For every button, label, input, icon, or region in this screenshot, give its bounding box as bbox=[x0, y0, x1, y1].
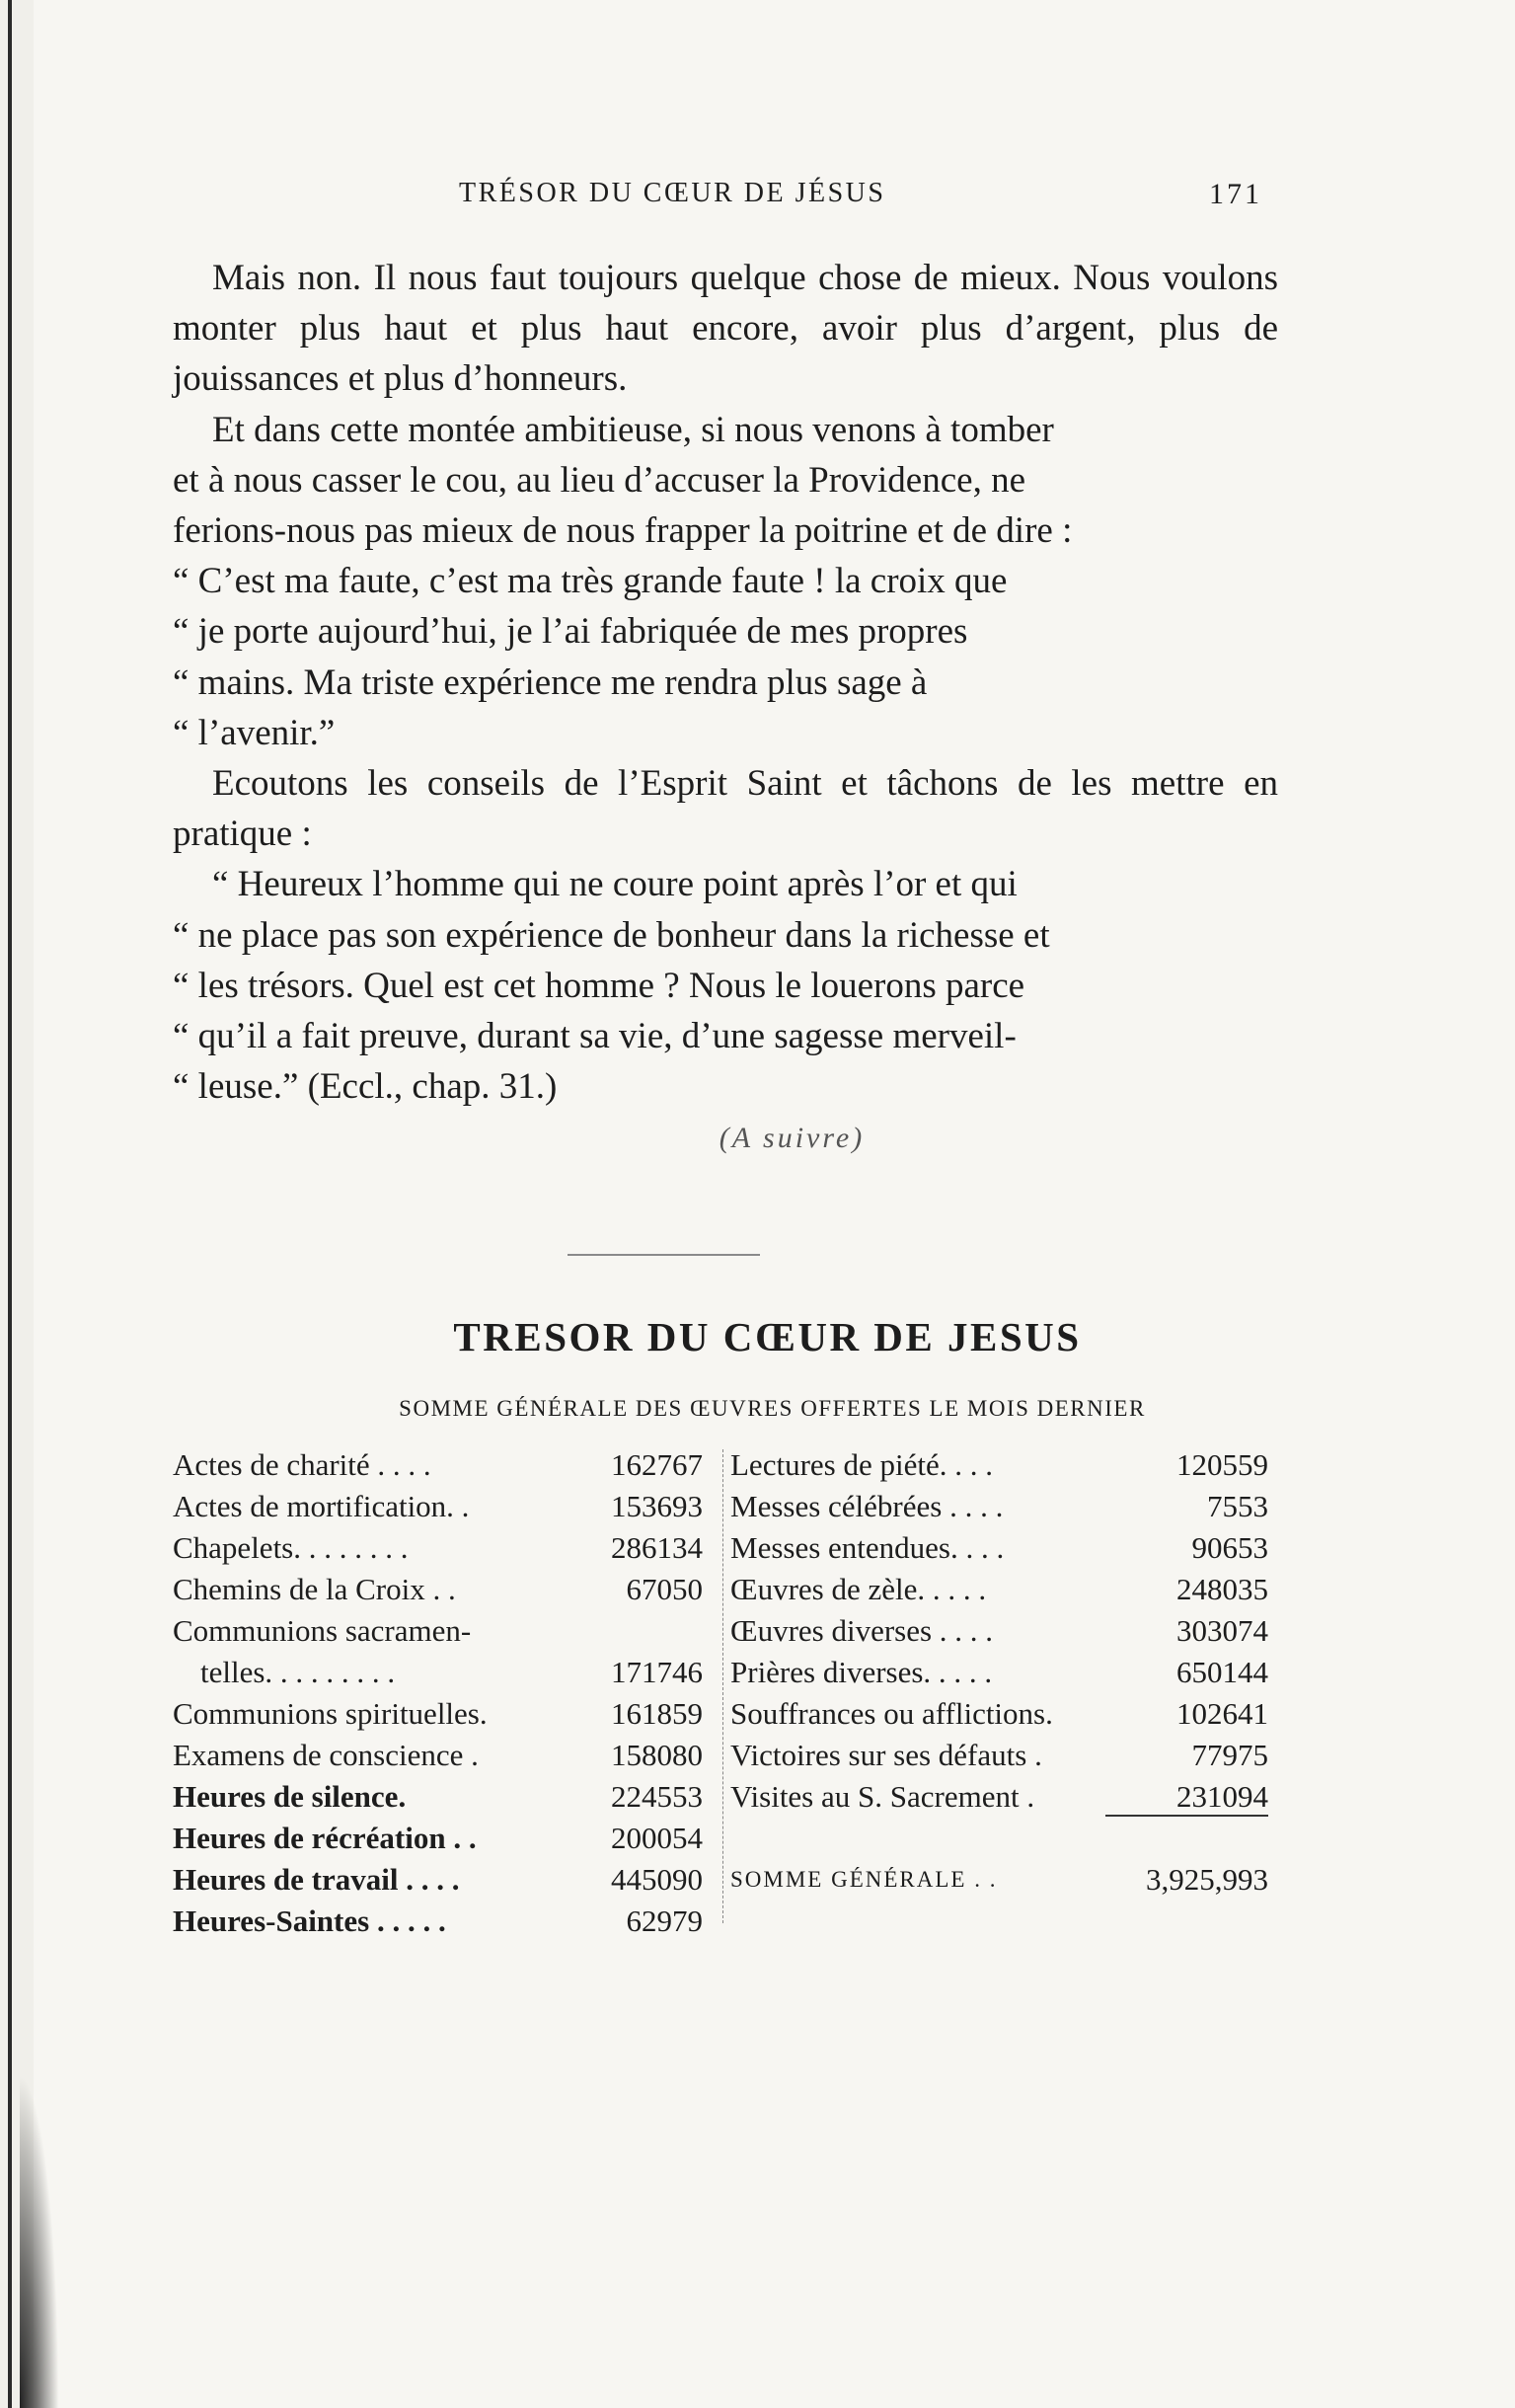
tally-row bbox=[173, 1859, 711, 1901]
paragraph-4-line: “ les trésors. Quel est cet homme ? Nous le louerons parce bbox=[173, 965, 1025, 1006]
tally-label: Visites au S. Sacrement . bbox=[730, 1779, 1035, 1814]
tally-row bbox=[730, 1776, 1268, 1818]
tally-row bbox=[173, 1901, 711, 1942]
tally-value: 67050 bbox=[626, 1572, 703, 1606]
tally-value: 650144 bbox=[1176, 1655, 1268, 1689]
tally-row bbox=[173, 1776, 711, 1818]
paragraph-4-line: “ qu’il a fait preuve, durant sa vie, d’une sagesse merveil- bbox=[173, 1016, 1017, 1057]
paragraph-2-line: “ C’est ma faute, c’est ma très grande faute ! la croix que bbox=[173, 561, 1008, 602]
tally-value: 224553 bbox=[611, 1779, 703, 1814]
tally-label: Victoires sur ses défauts . bbox=[730, 1738, 1042, 1772]
paragraph-2-line: ferions-nous pas mieux de nous frapper la poitrine et de dire : bbox=[173, 510, 1073, 552]
paragraph-3: Ecoutons les conseils de l’Esprit Saint et tâchons de les mettre en pratique : bbox=[173, 763, 1278, 855]
tally-row bbox=[730, 1569, 1268, 1610]
body-text bbox=[173, 253, 1278, 1112]
tally-label: Heures-Saintes . . . . . bbox=[173, 1903, 446, 1938]
tally-value: 303074 bbox=[1176, 1613, 1268, 1648]
scan-shadow bbox=[20, 2073, 59, 2408]
total-label: SOMME GÉNÉRALE . . bbox=[730, 1867, 998, 1892]
tally-row bbox=[730, 1527, 1268, 1569]
tally-label: Examens de conscience . bbox=[173, 1738, 479, 1772]
page-header bbox=[173, 178, 1278, 217]
total-value: 3,925,993 bbox=[1146, 1862, 1268, 1897]
paragraph-2-line: et à nous casser le cou, au lieu d’accuser la Providence, ne bbox=[173, 459, 1025, 501]
tally-row bbox=[173, 1610, 711, 1652]
tally-value: 286134 bbox=[611, 1530, 703, 1565]
tally-label: Chapelets. . . . . . . . bbox=[173, 1530, 409, 1565]
tally-label: Heures de récréation . . bbox=[173, 1821, 477, 1855]
column-divider bbox=[722, 1449, 723, 1923]
tally-row bbox=[173, 1735, 711, 1776]
tally-row bbox=[730, 1444, 1268, 1486]
tally-label: Messes entendues. . . . bbox=[730, 1530, 1005, 1565]
tally-row bbox=[173, 1444, 711, 1486]
total-separator bbox=[1105, 1815, 1268, 1817]
tally-label: Actes de charité . . . . bbox=[173, 1447, 431, 1482]
tally-value: 248035 bbox=[1176, 1572, 1268, 1606]
tally-value: 445090 bbox=[611, 1862, 703, 1897]
tally-value: 231094 bbox=[1176, 1779, 1268, 1814]
tally-label: Messes célébrées . . . . bbox=[730, 1489, 1004, 1523]
tally-row bbox=[730, 1610, 1268, 1652]
section-rule bbox=[568, 1254, 760, 1256]
tally-label: Communions sacramen- bbox=[173, 1613, 472, 1648]
paragraph-4-line: “ Heureux l’homme qui ne coure point après l’or et qui bbox=[212, 864, 1018, 905]
tally-value: 161859 bbox=[611, 1696, 703, 1731]
tally-row bbox=[730, 1693, 1268, 1735]
paragraph-2 bbox=[173, 405, 1278, 758]
tally-row bbox=[173, 1486, 711, 1527]
paragraph-2-line: “ mains. Ma triste expérience me rendra plus sage à bbox=[173, 661, 928, 703]
tally-label: Heures de travail . . . . bbox=[173, 1862, 460, 1897]
tally-label: Communions spirituelles. bbox=[173, 1696, 488, 1731]
tally-row bbox=[173, 1569, 711, 1610]
tally-label: Œuvres diverses . . . . bbox=[730, 1613, 994, 1648]
tally-right-column bbox=[730, 1444, 1268, 1818]
tally-value: 102641 bbox=[1176, 1696, 1268, 1731]
tally-label: Actes de mortification. . bbox=[173, 1489, 470, 1523]
tally-label: Prières diverses. . . . . bbox=[730, 1655, 993, 1689]
page-spine-edge bbox=[0, 0, 34, 2408]
tally-value: 120559 bbox=[1176, 1447, 1268, 1482]
paragraph-2-line: “ je porte aujourd’hui, je l’ai fabriquée de mes propres bbox=[173, 611, 968, 653]
paragraph-4-line: “ ne place pas son expérience de bonheur dans la richesse et bbox=[173, 914, 1050, 956]
tally-row bbox=[173, 1693, 711, 1735]
tally-value: 153693 bbox=[611, 1489, 703, 1523]
paragraph-1: Mais non. Il nous faut toujours quelque chose de mieux. Nous voulons monter plus haut et plus haut encore, avoir plus d’argent, plus de jouissances et plus d’honneurs. bbox=[173, 258, 1278, 400]
tally-label: Lectures de piété. . . . bbox=[730, 1447, 993, 1482]
tally-value: 62979 bbox=[626, 1903, 703, 1938]
tally-row bbox=[730, 1735, 1268, 1776]
tally-value: 162767 bbox=[611, 1447, 703, 1482]
tally-left-column bbox=[173, 1444, 711, 1942]
continued-note: (A suivre) bbox=[719, 1122, 866, 1154]
tally-label: Chemins de la Croix . . bbox=[173, 1572, 456, 1606]
total-row bbox=[730, 1859, 1268, 1901]
tally-value: 77975 bbox=[1191, 1738, 1268, 1772]
tally-value: 90653 bbox=[1191, 1530, 1268, 1565]
paragraph-2-line: Et dans cette montée ambitieuse, si nous venons à tomber bbox=[212, 409, 1054, 450]
tally-value: 7553 bbox=[1207, 1489, 1268, 1523]
tally-row bbox=[173, 1652, 711, 1693]
page-number: 171 bbox=[1209, 178, 1262, 210]
tally-row bbox=[730, 1486, 1268, 1527]
running-title: TRÉSOR DU CŒUR DE JÉSUS bbox=[459, 178, 886, 208]
paragraph-4-line: “ leuse.” (Eccl., chap. 31.) bbox=[173, 1066, 558, 1108]
section-subtitle: SOMME GÉNÉRALE DES ŒUVRES OFFERTES LE MOIS DERNIER bbox=[399, 1396, 1146, 1421]
paragraph-4 bbox=[173, 859, 1278, 1112]
tally-row bbox=[730, 1652, 1268, 1693]
section-title: TRESOR DU CŒUR DE JESUS bbox=[453, 1314, 1082, 1359]
tally-label: Œuvres de zèle. . . . . bbox=[730, 1572, 987, 1606]
tally-row bbox=[173, 1527, 711, 1569]
tally-value: 158080 bbox=[611, 1738, 703, 1772]
paragraph-2-line: “ l’avenir.” bbox=[173, 712, 336, 753]
tally-label: Souffrances ou afflictions. bbox=[730, 1696, 1053, 1731]
tally-value: 171746 bbox=[611, 1655, 703, 1689]
tally-label: Heures de silence. bbox=[173, 1779, 407, 1814]
tally-value: 200054 bbox=[611, 1821, 703, 1855]
tally-row bbox=[173, 1818, 711, 1859]
tally-label: telles. . . . . . . . . bbox=[200, 1655, 396, 1689]
